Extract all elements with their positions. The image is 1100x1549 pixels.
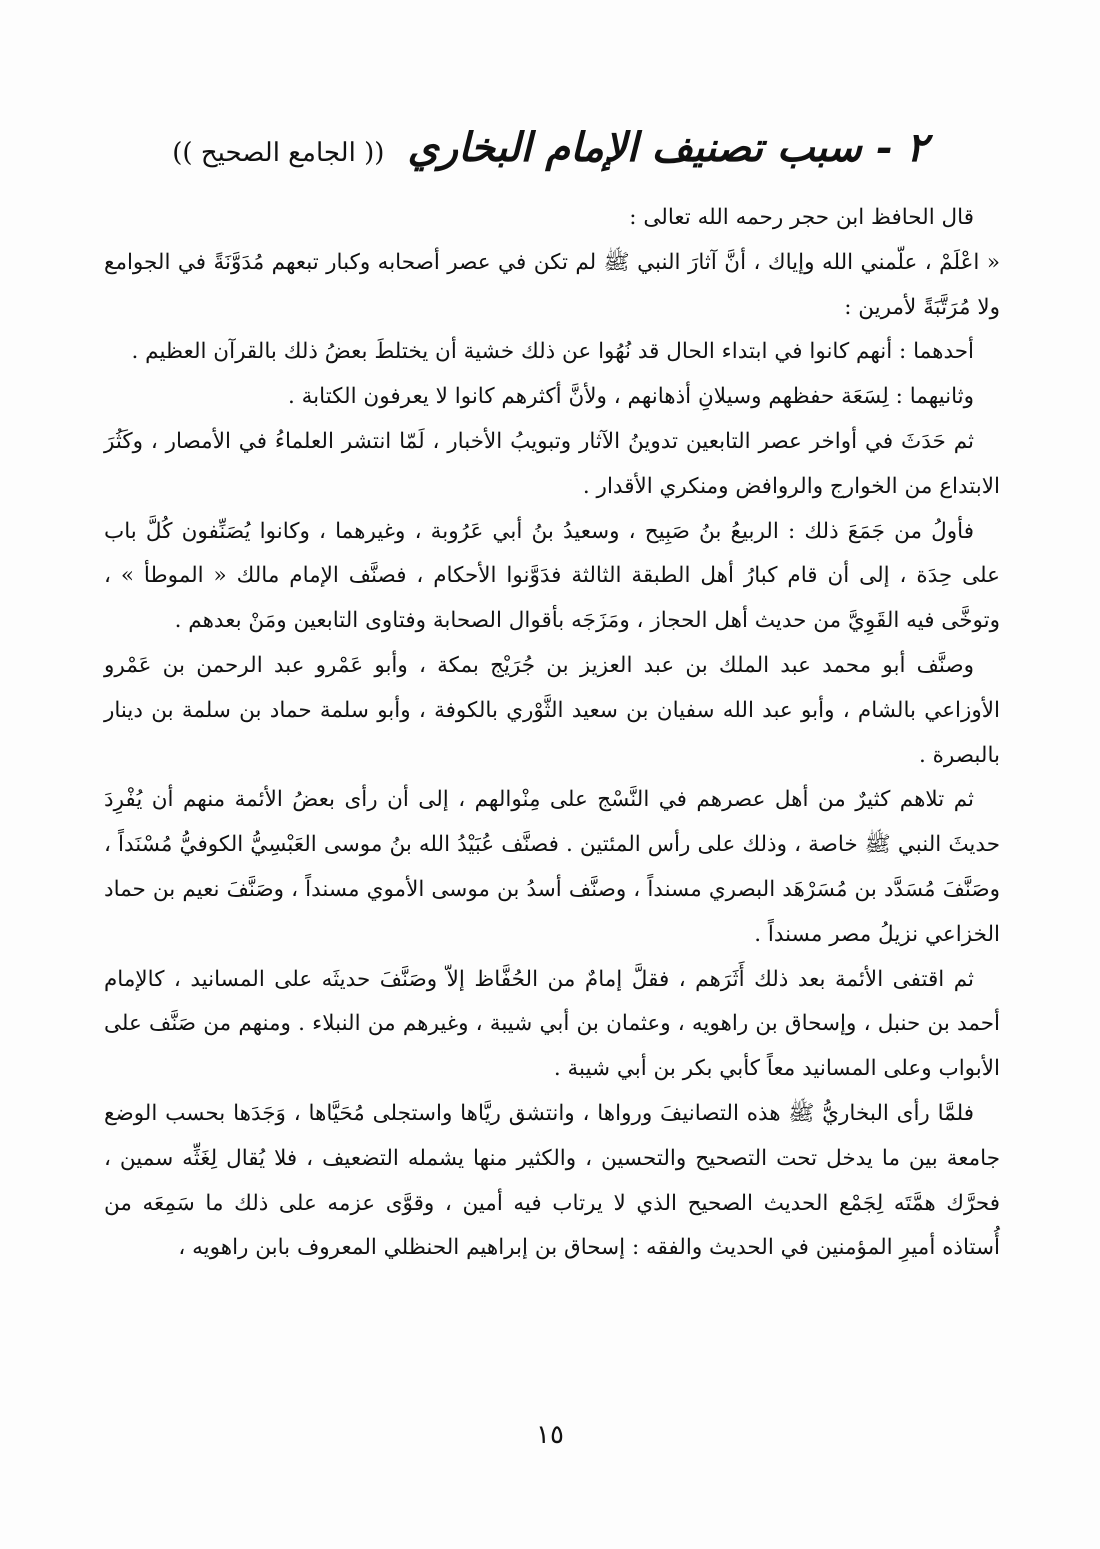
heading-subtitle: (( الجامع الصحيح )) bbox=[172, 138, 385, 168]
paragraph: وصنَّف أبو محمد عبد الملك بن عبد العزيز بن جُرَيْج بمكة ، وأبو عَمْرو عبد الرحمن بن عَمْرو الأوزاعي بالشام ، وأبو عبد الله سفيان بن سعيد الثَّوْري بالكوفة ، وأبو سلمة حماد بن سلمة بن دينار بالبصرة . bbox=[104, 652, 1000, 768]
heading-title: ٢ - سبب تصنيف الإمام البخاري bbox=[407, 124, 928, 171]
paragraph: ثم اقتفى الأئمة بعد ذلك أَثَرَهم ، فقلَّ إمامٌ من الحُفَّاظ إلاّ وصَنَّفَ حديثَه على المسانيد ، كالإمام أحمد بن حنبل ، وإسحاق بن راهويه ، وعثمان بن أبي شيبة ، وغيرهم من النبلاء . ومنهم من صَنَّف على الأبواب وعلى المسانيد معاً كأبي بكر بن أبي شيبة . bbox=[104, 966, 1000, 1082]
section-heading bbox=[100, 124, 1000, 171]
paragraph: وثانيهما : لِسَعَة حفظهم وسيلانِ أذهانهم ، ولأنَّ أكثرهم كانوا لا يعرفون الكتابة . bbox=[287, 384, 974, 410]
paragraph: أحدهما : أنهم كانوا في ابتداء الحال قد نُهُوا عن ذلك خشية أن يختلطَ بعضُ ذلك بالقرآن العظيم . bbox=[131, 339, 974, 365]
paragraph: فأولُ من جَمَعَ ذلك : الربيعُ بنُ صَبِيح ، وسعيدُ بنُ أبي عَرُوبة ، وغيرهما ، وكانوا يُصَنِّفون كُلَّ باب على حِدَة ، إلى أن قام كبارُ أهل الطبقة الثالثة فدَوَّنوا الأحكام ، فصنَّف الإمام مالك « الموطأ » ، وتوخَّى فيه القَوِيَّ من حديث أهل الحجاز ، ومَزَجَه بأقوال الصحابة وفتاوى التابعين ومَنْ بعدهم . bbox=[104, 518, 1000, 634]
paragraph: ثم تلاهم كثيرٌ من أهل عصرهم في النَّسْج على مِنْوالهم ، إلى أن رأى بعضُ الأئمة منهم أن يُفْرِدَ حديثَ النبي ﷺ خاصة ، وذلك على رأس المئتين . فصنَّف عُبَيْدُ الله بنُ موسى العَبْسِيُّ الكوفيُّ مُسْنَداً ، وصَنَّفَ مُسَدَّد بن مُسَرْهَد البصري مسنداً ، وصنَّف أسدُ بن موسى الأموي مسنداً ، وصَنَّفَ نعيم بن حماد الخزاعي نزيلُ مصر مسنداً . bbox=[104, 787, 1000, 947]
paragraph: فلمَّا رأى البخاريُّ ﷺ هذه التصانيفَ ورواها ، وانتشق ريَّاها واستجلى مُحَيَّاها ، وَجَدَها بحسب الوضع جامعة بين ما يدخل تحت التصحيح والتحسين ، والكثير منها يشمله التضعيف ، فلا يُقال لِغَثِّه سمين ، فحرَّك همَّتَه لِجَمْع الحديث الصحيح الذي لا يرتاب فيه أمين ، وقوَّى عزمه على ذلك ما سَمِعَه من أُستاذه أميرِ المؤمنين في الحديث والفقه : إسحاق بن إبراهيم الحنظلي المعروف بابن راهويه ، bbox=[104, 1100, 1000, 1261]
paragraph: قال الحافظ ابن حجر رحمه الله تعالى : bbox=[629, 205, 974, 230]
page-number: ١٥ bbox=[536, 1420, 564, 1450]
paragraph: ثم حَدَثَ في أواخر عصر التابعين تدوينُ الآثار وتبويبُ الأخبار ، لَمّا انتشر العلماءُ في الأمصار ، وكَثُرَ الابتداع من الخوارج والروافض ومنكري الأقدار . bbox=[104, 428, 1000, 499]
paragraph: « اعْلَمْ ، علّمني الله وإياك ، أنَّ آثارَ النبي ﷺ لم تكن في عصر أصحابه وكبار تبعهم مُدَوَّنَةً في الجوامع ولا مُرَتَّبَةً لأمرين : bbox=[104, 249, 1000, 320]
body-text bbox=[104, 196, 1000, 1271]
